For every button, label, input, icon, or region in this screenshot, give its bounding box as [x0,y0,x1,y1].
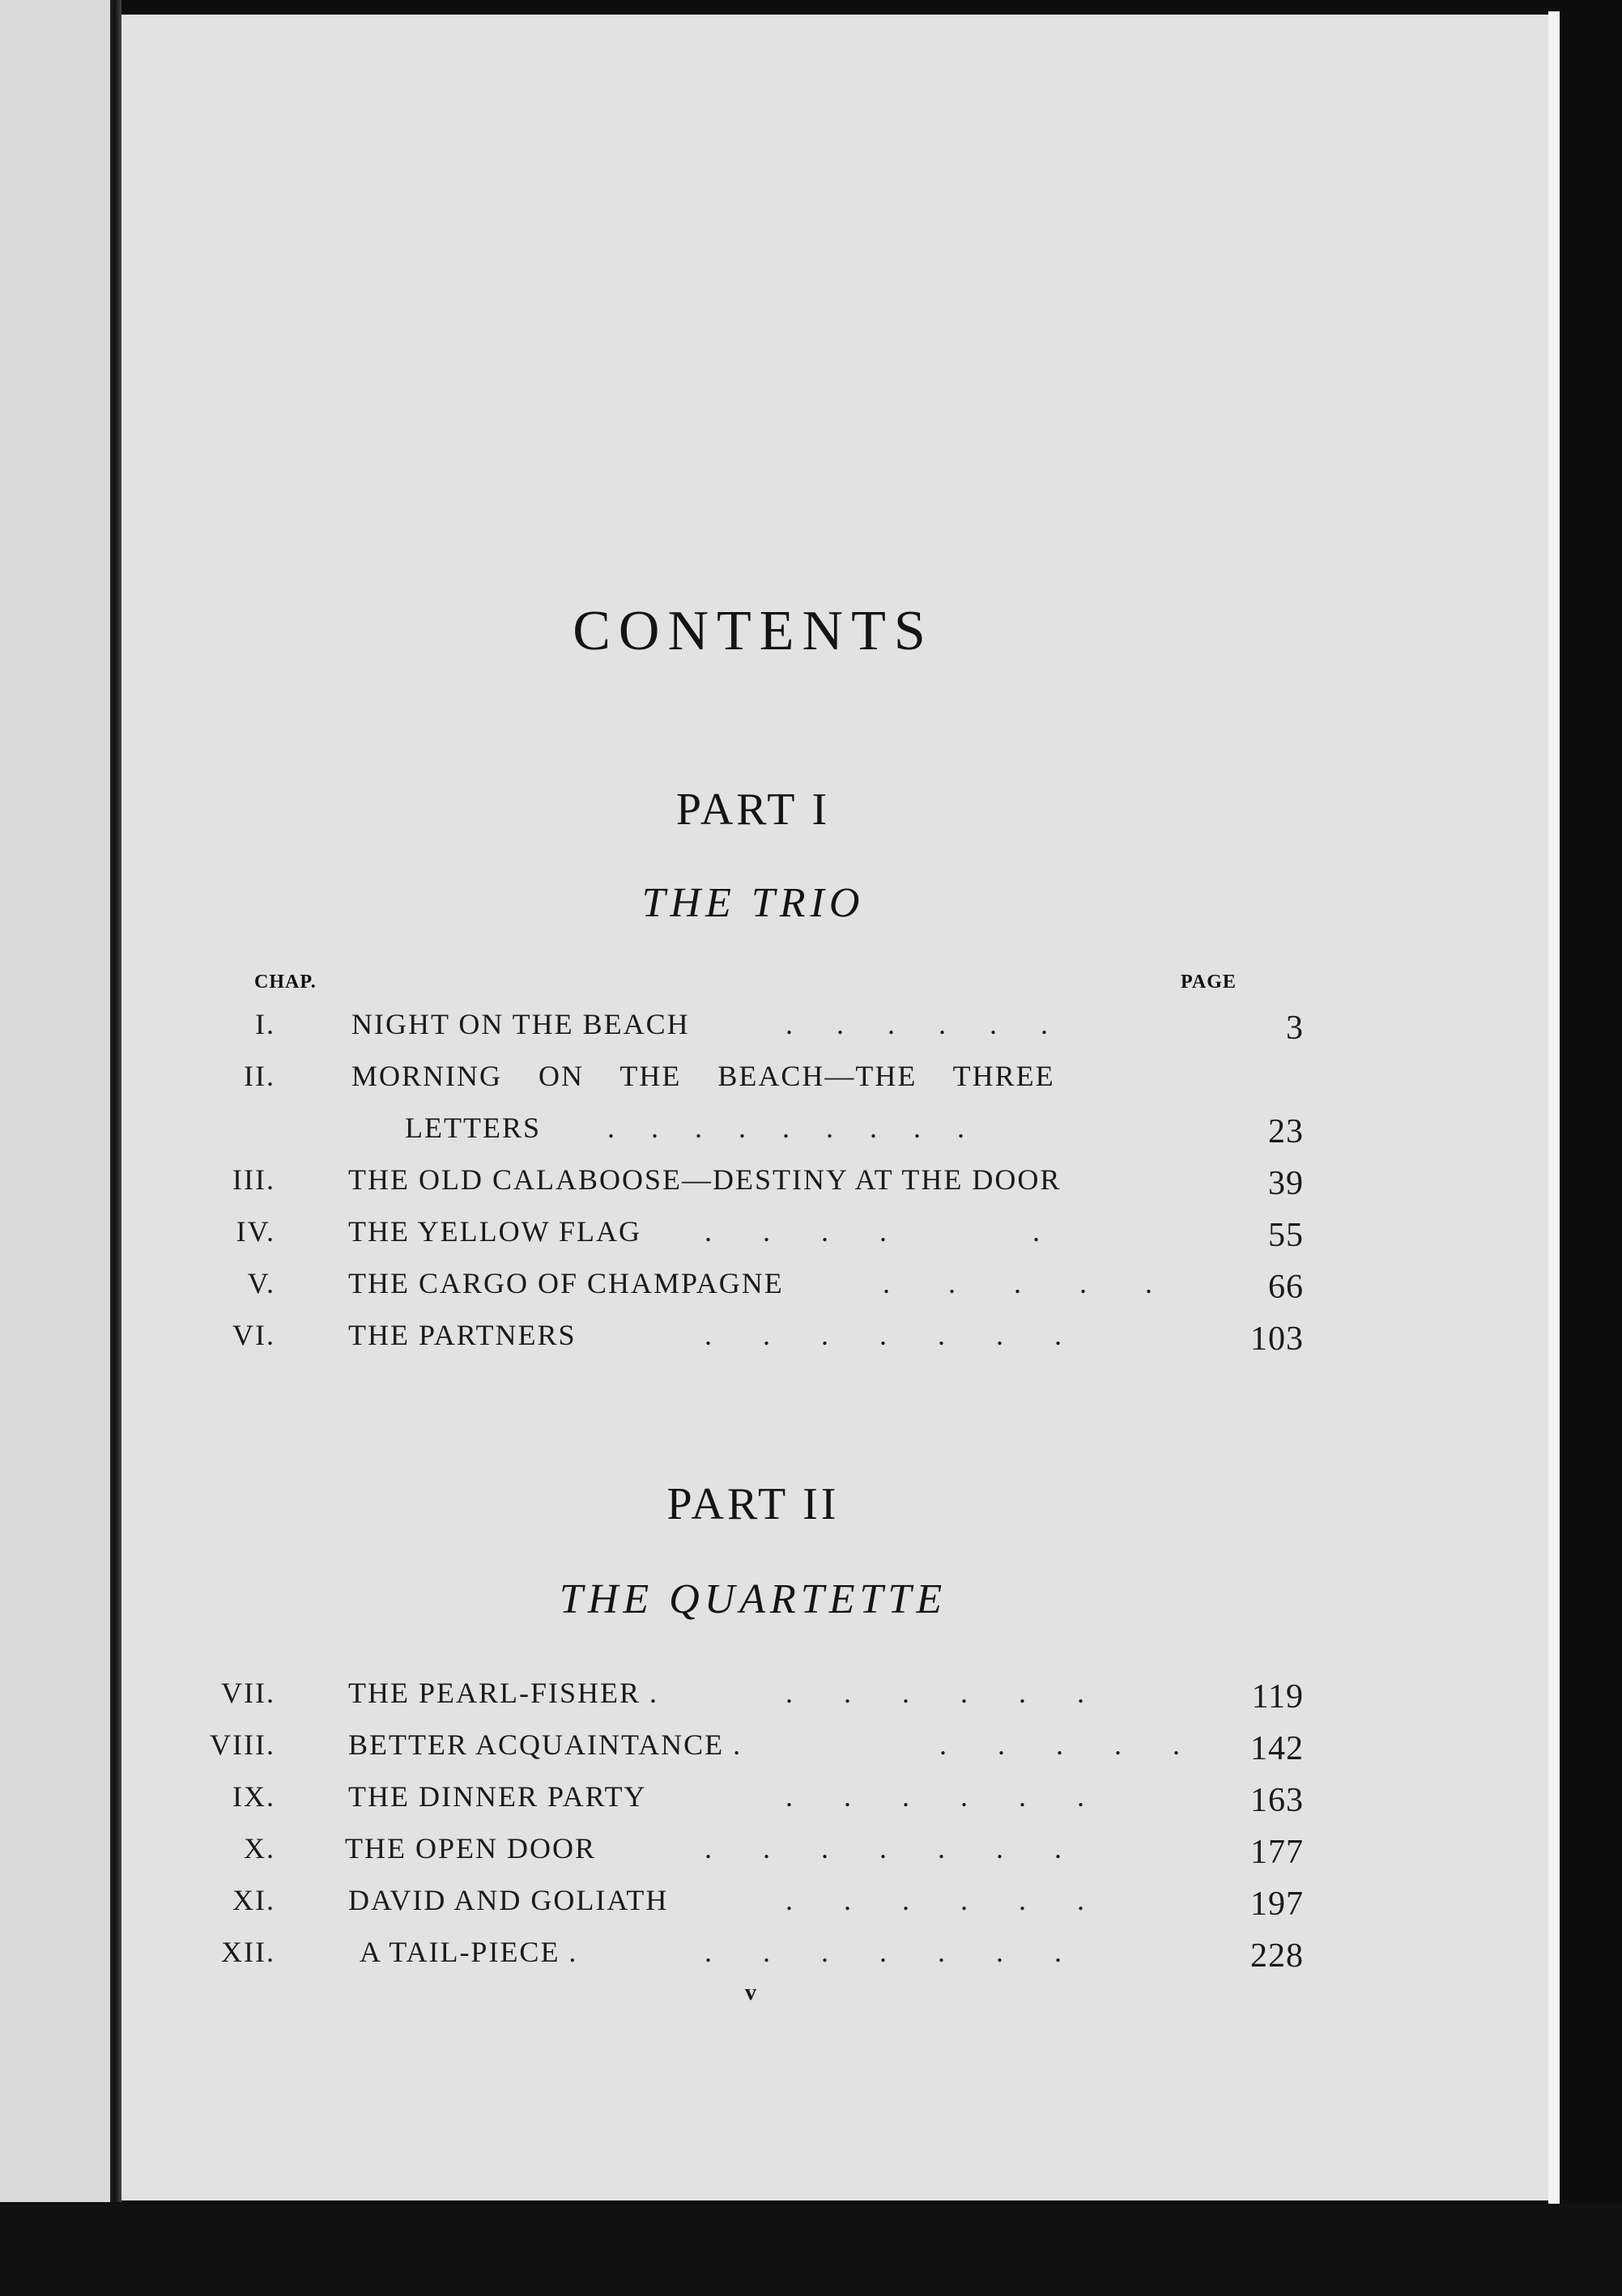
contents-page [121,15,1548,2200]
chapter-number: VIII. [210,1728,275,1761]
chapter-number: V. [247,1267,275,1299]
leader-dots: . . . . . . [785,1677,1084,1709]
part-1-heading: PART I [675,784,831,835]
page-number: 66 [1268,1269,1304,1306]
page-title: CONTENTS [573,600,934,662]
leader-dots: . . . . . . . [705,1832,1062,1864]
toc-row[interactable] [121,1676,1385,1721]
leader-dots: . . . . . . . [705,1936,1062,1968]
leader-dots: . . . . . [705,1215,1040,1248]
page-number: 119 [1251,1678,1304,1716]
toc-row[interactable] [121,1318,1385,1363]
page-number: 55 [1268,1217,1304,1254]
chapter-number: IX. [232,1780,275,1813]
page-number: 177 [1250,1834,1304,1871]
chapter-title: THE YELLOW FLAG [348,1215,641,1248]
toc-row[interactable] [121,1214,1385,1260]
chapter-number: III. [232,1163,275,1196]
chapter-number: XI. [232,1884,275,1916]
toc-row[interactable] [121,1779,1385,1825]
page-edge [1548,11,1560,2204]
leader-dots: . . . . . . [785,1780,1084,1813]
chapter-title: NIGHT ON THE BEACH [351,1008,690,1040]
toc-row[interactable] [121,1728,1385,1773]
leader-dots: . . . . . [939,1728,1180,1761]
facing-page-edge [0,0,110,2202]
page-number: 39 [1268,1165,1304,1202]
toc-row[interactable] [121,1007,1385,1052]
leader-dots: . . . . . . [785,1008,1048,1040]
toc-row[interactable] [121,1059,1385,1104]
chapter-title: MORNING ON THE BEACH—THE THREE [351,1060,1055,1092]
toc-row[interactable] [121,1831,1385,1877]
chapter-number: II. [244,1060,275,1092]
leader-dots: . . . . . . . [705,1319,1062,1351]
chapter-number: IV. [236,1215,275,1248]
leader-dots: . . . . . . [785,1884,1084,1916]
toc-row-continuation[interactable] [121,1111,1385,1156]
toc-row[interactable] [121,1935,1385,1980]
chapter-title: THE OPEN DOOR [345,1832,596,1864]
page-number: 163 [1250,1782,1304,1819]
page-number: 197 [1250,1886,1304,1923]
chapter-title: A TAIL-PIECE . [360,1936,578,1968]
part-2-heading: PART II [666,1479,840,1529]
page-number: 23 [1268,1113,1304,1150]
folio: v [745,1980,756,2005]
page-number: 103 [1250,1320,1304,1358]
chapter-title: DAVID AND GOLIATH [348,1884,669,1916]
chapter-number: VI. [232,1319,275,1351]
scan-border [0,2204,1622,2296]
chapter-title-continuation: LETTERS [405,1112,541,1144]
page-number: 3 [1286,1010,1304,1047]
chapter-number: I. [255,1008,275,1040]
page-number: 228 [1250,1937,1304,1975]
toc-row[interactable] [121,1163,1385,1208]
chapter-title: THE OLD CALABOOSE—DESTINY AT THE DOOR [348,1163,1062,1196]
chapter-number: VII. [221,1677,275,1709]
chapter-number: XII. [221,1936,275,1968]
chapter-title: THE PEARL-FISHER . [348,1677,659,1709]
chapter-title: THE PARTNERS [348,1319,577,1351]
leader-dots: . . . . . [883,1267,1152,1299]
leader-dots: . . . . . . . . . [607,1112,964,1144]
part-1-subtitle: THE TRIO [641,880,865,926]
part-2-subtitle: THE QUARTETTE [559,1576,947,1622]
chapter-title: THE DINNER PARTY [348,1780,647,1813]
chapter-title: BETTER ACQUAINTANCE . [348,1728,743,1761]
chapter-column-label: CHAP. [254,972,317,993]
binding-gutter [110,0,121,2202]
chapter-number: X. [244,1832,275,1864]
page-number: 142 [1250,1730,1304,1767]
page-column-label: PAGE [1181,972,1237,993]
chapter-title: THE CARGO OF CHAMPAGNE [348,1267,784,1299]
toc-row[interactable] [121,1883,1385,1928]
toc-row[interactable] [121,1266,1385,1312]
